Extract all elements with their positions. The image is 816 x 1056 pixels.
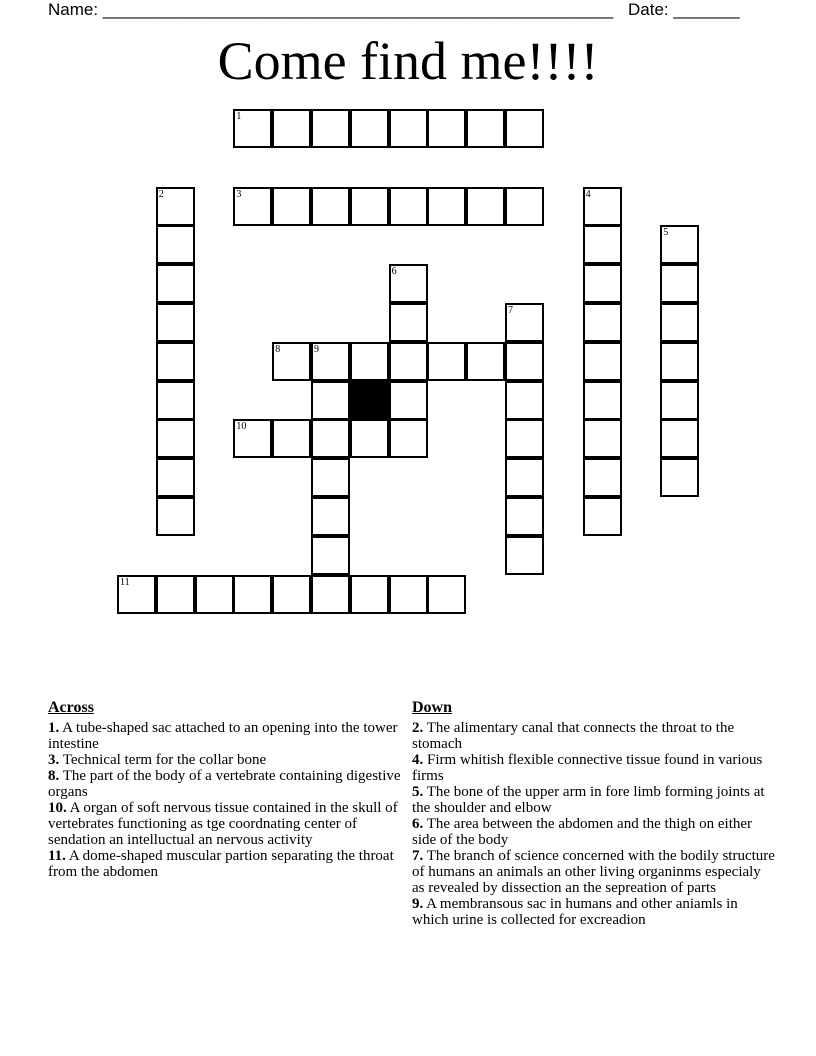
name-field-label: Name: ______________________________________________________	[48, 0, 614, 19]
grid-cell[interactable]	[311, 536, 350, 575]
grid-cell[interactable]	[272, 575, 311, 614]
grid-cell[interactable]	[505, 109, 544, 148]
grid-cell[interactable]	[156, 381, 195, 420]
grid-cell[interactable]	[660, 458, 699, 497]
clue-number: 6.	[412, 816, 424, 832]
grid-cell[interactable]	[505, 536, 544, 575]
clue-down-4	[412, 752, 777, 784]
grid-cell[interactable]	[660, 381, 699, 420]
page-title: Come find me!!!!	[217, 31, 599, 91]
clue-number-label: 6	[391, 266, 397, 278]
down-clues	[412, 700, 777, 928]
clue-across-10	[48, 800, 413, 848]
grid-cell[interactable]	[505, 497, 544, 536]
grid-cell[interactable]	[350, 342, 389, 381]
grid-cell[interactable]	[660, 419, 699, 458]
grid-cell[interactable]	[156, 342, 195, 381]
grid-cell[interactable]	[233, 109, 272, 148]
grid-cell[interactable]	[583, 225, 622, 264]
clue-number-label: 3	[236, 188, 242, 200]
clue-text: A membransous sac in humans and other aniamls in which urine is collected for excreadion	[412, 896, 738, 928]
clue-number: 11.	[48, 848, 66, 864]
grid-cell[interactable]	[427, 109, 466, 148]
grid-cell[interactable]	[156, 264, 195, 303]
grid-cell[interactable]	[389, 264, 428, 303]
grid-cell[interactable]	[233, 575, 272, 614]
grid-cell[interactable]	[156, 225, 195, 264]
clue-number-label: 1	[236, 111, 242, 122]
down-heading: Down	[412, 699, 453, 716]
clue-text: Firm whitish flexible connective tissue found in various firms	[412, 752, 763, 784]
grid-cell[interactable]	[311, 187, 350, 226]
grid-cell[interactable]	[389, 109, 428, 148]
clue-text: A dome-shaped muscular partion separating the throat from the abdomen	[48, 848, 394, 880]
clue-text: The part of the body of a vertebrate containing digestive organs	[48, 768, 401, 800]
black-cell	[350, 381, 389, 420]
clue-number: 9.	[412, 896, 424, 912]
grid-cell[interactable]	[466, 187, 505, 226]
grid-cell[interactable]	[389, 187, 428, 226]
grid-cell[interactable]	[389, 419, 428, 458]
across-clue-list	[48, 720, 413, 880]
clue-number-label: 2	[158, 188, 164, 200]
grid-cell[interactable]	[660, 342, 699, 381]
clue-down-9	[412, 896, 777, 928]
clue-number: 8.	[48, 768, 60, 784]
clue-number-label: 5	[663, 227, 669, 239]
clue-across-8	[48, 768, 413, 800]
grid-cell[interactable]	[583, 497, 622, 536]
grid-cell[interactable]	[660, 225, 699, 264]
across-clues	[48, 700, 413, 880]
grid-cell[interactable]	[660, 303, 699, 342]
clue-number: 4.	[412, 752, 424, 768]
grid-cell[interactable]	[427, 187, 466, 226]
grid-cell[interactable]	[311, 575, 350, 614]
grid-cell[interactable]	[583, 381, 622, 420]
clue-number-label: 11	[120, 576, 130, 588]
grid-cell[interactable]	[389, 381, 428, 420]
grid-cell[interactable]	[350, 575, 389, 614]
grid-cell[interactable]	[466, 342, 505, 381]
clue-down-7	[412, 848, 777, 896]
grid-cell[interactable]	[583, 458, 622, 497]
grid-cell[interactable]	[350, 419, 389, 458]
grid-cell[interactable]	[427, 575, 466, 614]
clue-number-label: 8	[275, 343, 281, 355]
clue-number-label: 7	[508, 305, 513, 316]
grid-cell[interactable]	[660, 264, 699, 303]
date-field-label: Date: _______	[628, 0, 740, 19]
grid-cell[interactable]	[505, 342, 544, 381]
clue-text: The branch of science concerned with the bodily structure of humans an animals an other living organinms especialy as revealed by dissection an the sepreation of parts	[412, 848, 775, 896]
grid-cell[interactable]	[311, 497, 350, 536]
grid-cell[interactable]	[311, 458, 350, 497]
grid-cell[interactable]	[505, 187, 544, 226]
clue-down-5	[412, 784, 777, 816]
clue-down-6	[412, 816, 777, 848]
grid-cell[interactable]	[505, 458, 544, 497]
grid-cell[interactable]	[156, 458, 195, 497]
grid-cell[interactable]	[233, 419, 272, 458]
grid-cell[interactable]	[350, 187, 389, 226]
clue-across-3	[48, 752, 413, 768]
grid-cell[interactable]	[505, 381, 544, 420]
grid-cell[interactable]	[505, 419, 544, 458]
grid-cell[interactable]	[156, 303, 195, 342]
clue-number: 5.	[412, 784, 424, 800]
grid-cell[interactable]	[311, 342, 350, 381]
grid-cell[interactable]	[350, 109, 389, 148]
clue-number: 2.	[412, 720, 424, 736]
clue-across-11	[48, 848, 413, 880]
across-heading: Across	[48, 699, 94, 716]
grid-cell[interactable]	[272, 419, 311, 458]
grid-cell[interactable]	[156, 419, 195, 458]
grid-cell[interactable]	[272, 187, 311, 226]
grid-cell[interactable]	[156, 575, 195, 614]
grid-cell[interactable]	[311, 109, 350, 148]
clue-text: A tube-shaped sac attached to an opening into the tower intestine	[48, 720, 398, 752]
grid-cell[interactable]	[583, 187, 622, 226]
grid-cell[interactable]	[583, 342, 622, 381]
clue-text: Technical term for the collar bone	[59, 752, 267, 768]
grid-cell[interactable]	[389, 575, 428, 614]
clue-number: 10.	[48, 800, 67, 816]
grid-cell[interactable]	[466, 109, 505, 148]
clue-number: 3.	[48, 752, 60, 768]
clue-number: 7.	[412, 848, 424, 864]
clue-number-label: 10	[236, 421, 247, 433]
clue-across-1	[48, 720, 413, 752]
clue-down-2	[412, 720, 777, 752]
grid-cell[interactable]	[427, 342, 466, 381]
grid-cell[interactable]	[195, 575, 234, 614]
grid-cell[interactable]	[389, 303, 428, 342]
grid-cell[interactable]	[583, 264, 622, 303]
grid-cell[interactable]	[389, 342, 428, 381]
clue-text: A organ of soft nervous tissue contained in the skull of vertebrates functioning as tge coordnating center of sendation an intelluctual an nervous activity	[48, 800, 398, 848]
grid-cell[interactable]	[233, 187, 272, 226]
grid-cell[interactable]	[156, 187, 195, 226]
grid-cell[interactable]	[505, 303, 544, 342]
grid-cell[interactable]	[311, 419, 350, 458]
grid-cell[interactable]	[117, 575, 156, 614]
grid-cell[interactable]	[583, 419, 622, 458]
clue-number: 1.	[48, 720, 60, 736]
grid-cell[interactable]	[311, 381, 350, 420]
grid-cell[interactable]	[583, 303, 622, 342]
clue-number-label: 9	[314, 343, 319, 355]
clue-text: The alimentary canal that connects the throat to the stomach	[412, 720, 735, 752]
down-clue-list	[412, 720, 777, 928]
grid-cell[interactable]	[272, 342, 311, 381]
grid-cell[interactable]	[272, 109, 311, 148]
grid-cell[interactable]	[156, 497, 195, 536]
clue-text: The area between the abdomen and the thigh on either side of the body	[412, 816, 753, 848]
clue-number-label: 4	[585, 188, 591, 200]
clue-text: The bone of the upper arm in fore limb forming joints at the shoulder and elbow	[412, 784, 765, 816]
